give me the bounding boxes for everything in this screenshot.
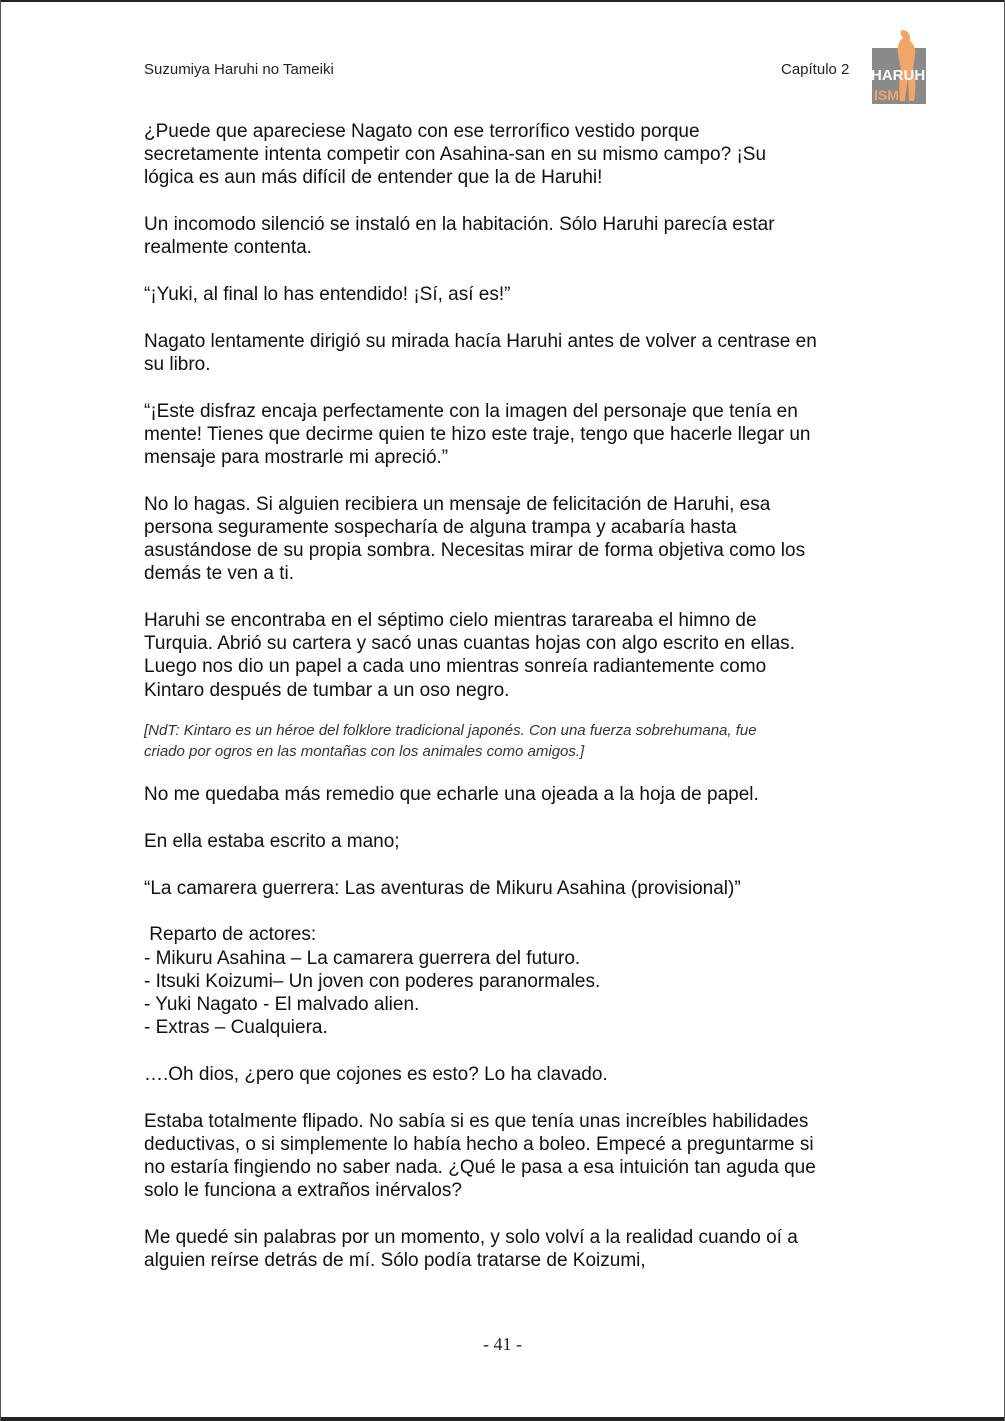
paragraph: En ella estaba escrito a mano; bbox=[144, 831, 400, 853]
cast-item: - Itsuki Koizumi– Un joven con poderes paranormales. bbox=[144, 970, 601, 992]
cast-item: - Mikuru Asahina – La camarera guerrera del futuro. bbox=[144, 947, 581, 969]
paragraph: No me quedaba más remedio que echarle una ojeada a la hoja de papel. bbox=[144, 784, 759, 806]
cast-item: - Yuki Nagato - El malvado alien. bbox=[144, 994, 420, 1016]
paragraph: Haruhi se encontraba en el séptimo cielo mientras tarareaba el himno de Turquia. Abrió su cartera y sacó unas cuantas hojas con algo escrito en ellas. Luego nos dio un papel a cada uno mientras sonreía radiantemente como Kintaro después de tumbar a un oso negro. bbox=[144, 610, 795, 701]
haruhi-ism-logo bbox=[868, 28, 930, 106]
paragraph: ¿Puede que apareciese Nagato con ese terrorífico vestido porque secretamente intenta competir con Asahina-san en su mismo campo? ¡Su lógica es aun más difícil de entender que la de Haruhi! bbox=[144, 121, 767, 189]
page-left-border bbox=[0, 0, 1, 1421]
paragraph: Me quedé sin palabras por un momento, y solo volví a la realidad cuando oí a alguien reírse detrás de mí. Sólo podía tratarse de Koizumi, bbox=[144, 1227, 798, 1272]
script-title-quote: “La camarera guerrera: Las aventuras de Mikuru Asahina (provisional)” bbox=[144, 877, 741, 899]
translator-note: [NdT: Kintaro es un héroe del folklore tradicional japonés. Con una fuerza sobrehumana, fue criado por ogros en las montañas con los animales como amigos.] bbox=[144, 722, 757, 760]
page-number: - 41 - bbox=[483, 1334, 522, 1354]
paragraph: Un incomodo silenció se instaló en la habitación. Sólo Haruhi parecía estar realmente contenta. bbox=[144, 214, 775, 259]
paragraph: Estaba totalmente flipado. No sabía si es que tenía unas increíbles habilidades deductivas, o si simplemente lo había hecho a boleo. Empecé a preguntarme si no estaría fingiendo no saber nada. ¿Qué le pasa a esa intuición tan aguda que solo le funciona a extraños inérvalos? bbox=[144, 1110, 816, 1202]
paragraph: “¡Este disfraz encaja perfectamente con la imagen del personaje que tenía en mente! Tienes que decirme quien te hizo este traje, tengo que hacerle llegar un mensaje para mostrarle mi apreció.” bbox=[144, 400, 811, 469]
paragraph: “¡Yuki, al final lo has entendido! ¡Sí, así es!” bbox=[144, 284, 511, 306]
paragraph: Nagato lentamente dirigió su mirada hacía Haruhi antes de volver a centrase en su libro. bbox=[144, 330, 817, 375]
cast-heading: Reparto de actores: bbox=[144, 924, 317, 946]
paragraph: No lo hagas. Si alguien recibiera un mensaje de felicitación de Haruhi, esa persona seguramente sospecharía de alguna trampa y acabaría hasta asustándose de su propia sombra. Necesitas mirar de forma objetiva como los demás te ven a ti. bbox=[144, 493, 806, 585]
page-top-border bbox=[0, 0, 1005, 2]
cast-item: - Extras – Cualquiera. bbox=[144, 1017, 328, 1039]
cast-list bbox=[144, 923, 874, 1039]
chapter-label: Capítulo 2 bbox=[781, 61, 850, 78]
page-bottom-border bbox=[0, 1417, 1005, 1421]
book-title: Suzumiya Haruhi no Tameiki bbox=[144, 61, 334, 78]
svg-text:HARUHI: HARUHI bbox=[871, 67, 930, 84]
svg-text:ISM: ISM bbox=[874, 87, 899, 103]
paragraph: ….Oh dios, ¿pero que cojones es esto? Lo ha clavado. bbox=[144, 1063, 608, 1085]
chapter-body bbox=[144, 120, 874, 1296]
